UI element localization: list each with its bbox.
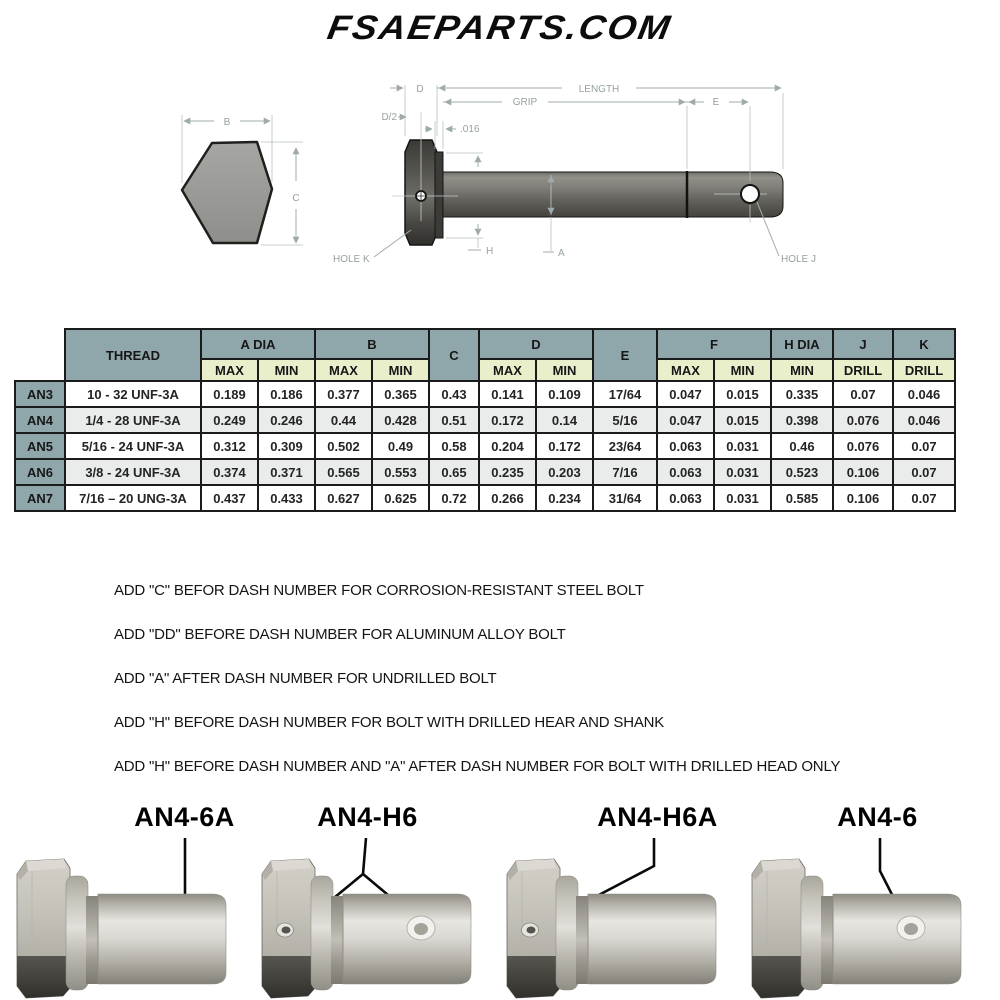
- table-cell: 0.398: [771, 407, 833, 433]
- table-cell: 0.46: [771, 433, 833, 459]
- table-cell: 0.031: [714, 433, 771, 459]
- bolt-render: [10, 838, 245, 1000]
- note-line: ADD "C" BEFOR DASH NUMBER FOR CORROSION-RESISTANT STEEL BOLT: [114, 582, 644, 599]
- dim-label-d-half: D/2: [381, 112, 397, 123]
- sub-header-drill: DRILL: [893, 359, 955, 381]
- row-header: AN4: [15, 407, 65, 433]
- col-header-b: B: [315, 329, 429, 359]
- bolt-shank: [443, 172, 687, 217]
- bolt-graphic: [17, 859, 226, 998]
- bolt-example-an4-6a: [10, 802, 255, 1000]
- bolt-render: [500, 838, 735, 1000]
- head-hole: [277, 923, 294, 937]
- col-header-f: F: [657, 329, 771, 359]
- table-cell: 0.07: [893, 433, 955, 459]
- callout-hole-j: HOLE J: [781, 254, 817, 265]
- row-header: AN7: [15, 485, 65, 511]
- table-cell: 7/16: [593, 459, 657, 485]
- table-cell: 0.371: [258, 459, 315, 485]
- table-group-header-row: [15, 329, 955, 359]
- shank-hole: [407, 916, 435, 940]
- table-cell: 0.58: [429, 433, 479, 459]
- table-row: [15, 433, 955, 459]
- table-cell: 0.627: [315, 485, 372, 511]
- col-header-a-dia: A DIA: [201, 329, 315, 359]
- table-cell: 0.585: [771, 485, 833, 511]
- table-row: [15, 381, 955, 407]
- logo: [0, 0, 1000, 55]
- table-cell: 31/64: [593, 485, 657, 511]
- col-header-c: C: [429, 329, 479, 381]
- table-cell: 0.203: [536, 459, 593, 485]
- bolt-example-label: AN4-H6A: [597, 802, 718, 832]
- table-cell: 0.249: [201, 407, 258, 433]
- table-cell: 0.047: [657, 407, 714, 433]
- note-line: ADD "H" BEFORE DASH NUMBER AND "A" AFTER DASH NUMBER FOR BOLT WITH DRILLED HEAD ONLY: [114, 758, 841, 775]
- sub-header-drill: DRILL: [833, 359, 893, 381]
- corner-cell: [15, 329, 65, 381]
- bolt-example-an4-6: [745, 802, 990, 1000]
- dim-label-d: D: [416, 84, 424, 95]
- table-cell: 0.246: [258, 407, 315, 433]
- table-cell: 0.72: [429, 485, 479, 511]
- table-cell: 3/8 - 24 UNF-3A: [65, 459, 201, 485]
- table-cell: 7/16 – 20 UNG-3A: [65, 485, 201, 511]
- table-cell: 0.523: [771, 459, 833, 485]
- table-cell: 0.172: [479, 407, 536, 433]
- table-cell: 1/4 - 28 UNF-3A: [65, 407, 201, 433]
- table-row: [15, 407, 955, 433]
- dim-label-c: C: [292, 193, 300, 204]
- col-header-k: K: [893, 329, 955, 359]
- sub-header-max: MAX: [201, 359, 258, 381]
- bolt-example-an4-h6a: [500, 802, 745, 1000]
- table-cell: 10 - 32 UNF-3A: [65, 381, 201, 407]
- table-cell: 0.031: [714, 485, 771, 511]
- bolt-graphic: [752, 859, 961, 998]
- col-header-j: J: [833, 329, 893, 359]
- bolt-example-an4-h6: [255, 802, 500, 1000]
- table-cell: 0.565: [315, 459, 372, 485]
- table-cell: 0.063: [657, 433, 714, 459]
- table-cell: 0.65: [429, 459, 479, 485]
- table-cell: 5/16: [593, 407, 657, 433]
- washer-flange: [435, 152, 443, 238]
- row-header: AN3: [15, 381, 65, 407]
- table-cell: 0.106: [833, 459, 893, 485]
- table-cell: 0.063: [657, 485, 714, 511]
- notes-section: [114, 582, 1000, 775]
- table-cell: 0.07: [893, 459, 955, 485]
- table-cell: 0.49: [372, 433, 429, 459]
- bolt-render: [255, 838, 490, 1000]
- note-line: ADD "DD" BEFORE DASH NUMBER FOR ALUMINUM ALLOY BOLT: [114, 626, 566, 643]
- callout-hole-k: HOLE K: [333, 254, 370, 265]
- table-cell: 0.07: [893, 485, 955, 511]
- dim-label-016: .016: [460, 124, 480, 135]
- spec-table: [14, 328, 956, 512]
- table-cell: 0.109: [536, 381, 593, 407]
- table-cell: 0.43: [429, 381, 479, 407]
- table-cell: 0.076: [833, 433, 893, 459]
- table-cell: 0.335: [771, 381, 833, 407]
- table-cell: 0.437: [201, 485, 258, 511]
- dim-label-length: LENGTH: [578, 84, 620, 95]
- dim-label-h: H: [486, 246, 494, 257]
- dim-label-b: B: [223, 117, 231, 128]
- table-cell: 0.063: [657, 459, 714, 485]
- table-cell: 0.047: [657, 381, 714, 407]
- table-cell: 0.235: [479, 459, 536, 485]
- table-cell: 0.51: [429, 407, 479, 433]
- table-cell: 0.309: [258, 433, 315, 459]
- sub-header-min: MIN: [771, 359, 833, 381]
- bolt-graphic: [262, 859, 471, 998]
- sub-header-max: MAX: [479, 359, 536, 381]
- table-cell: 0.046: [893, 381, 955, 407]
- row-header: AN6: [15, 459, 65, 485]
- hexagon-shape: [182, 142, 272, 243]
- hole-j: [741, 185, 759, 203]
- table-cell: 0.015: [714, 407, 771, 433]
- bolt-threaded-end: [687, 172, 783, 217]
- table-cell: 0.046: [893, 407, 955, 433]
- col-header-thread: THREAD: [65, 329, 201, 381]
- table-cell: 23/64: [593, 433, 657, 459]
- table-cell: 0.433: [258, 485, 315, 511]
- table-cell: 0.106: [833, 485, 893, 511]
- table-cell: 0.141: [479, 381, 536, 407]
- note-line: ADD "H" BEFORE DASH NUMBER FOR BOLT WITH DRILLED HEAR AND SHANK: [114, 714, 665, 731]
- sub-header-max: MAX: [657, 359, 714, 381]
- row-header: AN5: [15, 433, 65, 459]
- shank-hole: [897, 916, 925, 940]
- sub-header-min: MIN: [714, 359, 771, 381]
- technical-drawing: [0, 55, 1000, 315]
- col-header-d: D: [479, 329, 593, 359]
- table-cell: 0.266: [479, 485, 536, 511]
- table-cell: 0.204: [479, 433, 536, 459]
- table-cell: 0.374: [201, 459, 258, 485]
- sub-header-min: MIN: [536, 359, 593, 381]
- dim-label-a: A: [558, 248, 565, 259]
- bolt-example-label: AN4-H6: [317, 802, 418, 832]
- table-row: [15, 459, 955, 485]
- table-cell: 0.428: [372, 407, 429, 433]
- dim-label-grip: GRIP: [512, 97, 538, 108]
- table-cell: 0.234: [536, 485, 593, 511]
- table-cell: 0.172: [536, 433, 593, 459]
- table-cell: 0.015: [714, 381, 771, 407]
- table-cell: 0.07: [833, 381, 893, 407]
- table-cell: 0.076: [833, 407, 893, 433]
- logo-text: FSAEPARTS.COM: [325, 8, 676, 46]
- table-cell: 0.312: [201, 433, 258, 459]
- bolt-example-label: AN4-6A: [134, 802, 235, 832]
- table-cell: 0.365: [372, 381, 429, 407]
- table-row: [15, 485, 955, 511]
- table-cell: 0.553: [372, 459, 429, 485]
- bolt-side-view: [333, 84, 816, 265]
- sub-header-min: MIN: [372, 359, 429, 381]
- bolt-render: [745, 838, 980, 1000]
- table-cell: 0.44: [315, 407, 372, 433]
- bolt-examples-section: [10, 802, 1000, 1000]
- hex-head-front-view: [182, 115, 303, 245]
- table-cell: 5/16 - 24 UNF-3A: [65, 433, 201, 459]
- table-cell: 0.031: [714, 459, 771, 485]
- sub-header-max: MAX: [315, 359, 372, 381]
- dim-label-e: E: [712, 97, 720, 108]
- col-header-h-dia: H DIA: [771, 329, 833, 359]
- table-cell: 0.502: [315, 433, 372, 459]
- sub-header-min: MIN: [258, 359, 315, 381]
- table-cell: 0.14: [536, 407, 593, 433]
- table-cell: 0.377: [315, 381, 372, 407]
- head-hole: [522, 923, 539, 937]
- note-line: ADD "A" AFTER DASH NUMBER FOR UNDRILLED BOLT: [114, 670, 497, 687]
- table-cell: 0.189: [201, 381, 258, 407]
- table-cell: 0.625: [372, 485, 429, 511]
- col-header-e: E: [593, 329, 657, 381]
- table-cell: 17/64: [593, 381, 657, 407]
- bolt-graphic: [507, 859, 716, 998]
- bolt-example-label: AN4-6: [837, 802, 918, 832]
- table-cell: 0.186: [258, 381, 315, 407]
